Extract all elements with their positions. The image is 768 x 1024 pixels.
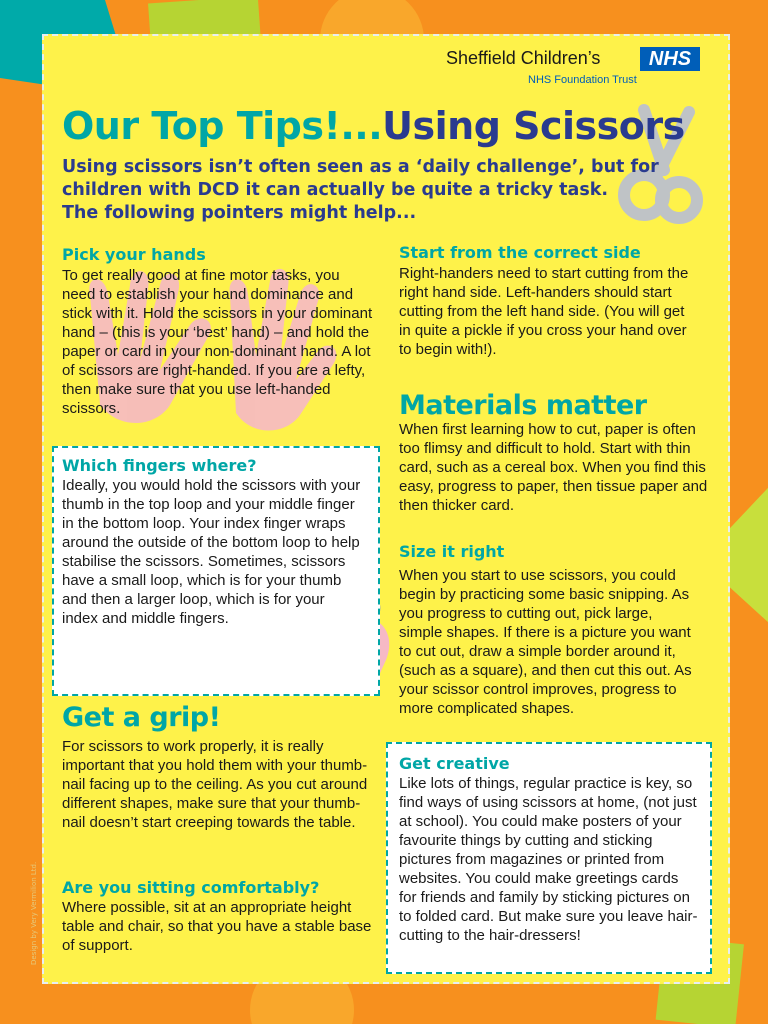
body-sitting: Where possible, sit at an appropriate height table and chair, so that you have a stable base of support.: [62, 899, 372, 954]
heading-pick-hands: Pick your hands: [62, 245, 206, 264]
heading-start: Start from the correct side: [399, 243, 641, 262]
body-size: When you start to use scissors, you could begin by practicing some basic snipping. As you progress to cutting out, pick large, simple shapes. If there is a picture you want to cut out, draw a simple border around it, (such as a square), and then cut this out. As your scissor control improves, progress to more complicated shapes.: [399, 567, 692, 717]
intro-line-3: The following pointers might help...: [62, 203, 417, 223]
heading-creative: Get creative: [399, 754, 510, 773]
heading-size: Size it right: [399, 542, 505, 561]
heading-fingers: Which fingers where?: [62, 456, 257, 475]
trust-name: NHS Foundation Trust: [528, 74, 637, 86]
title-part2: Using Scissors: [382, 104, 685, 148]
body-pick-hands: To get really good at fine motor tasks, you need to establish your hand dominance and stick with it. Hold the scissors in your dominant hand – (this is your ‘best’ hand) – and hold the paper or card in your non-dominant hand. A lot of scissors are right-handed. If you are a lefty, then make sure that you use left-handed scissors.: [62, 267, 373, 417]
page-title: [62, 104, 685, 148]
intro-line-2: children with DCD it can actually be quite a tricky task.: [62, 180, 609, 200]
intro-text: [62, 156, 702, 225]
body-grip: For scissors to work properly, it is really important that you hold them with your thumb-nail facing up to the ceiling. As you cut around different shapes, make sure that your thumb-nail doesn’t start creeping towards the table.: [62, 738, 368, 831]
body-materials: When first learning how to cut, paper is often too flimsy and difficult to hold. Start with thin card, such as a cereal box. When you find this easy, progress to paper, then tissue paper and then thicker card.: [399, 421, 708, 514]
title-part1: Our Top Tips!...: [62, 104, 383, 148]
heading-grip: Get a grip!: [62, 702, 221, 733]
intro-line-1: Using scissors isn’t often seen as a ‘daily challenge’, but for: [62, 157, 659, 177]
nhs-logo: NHS: [640, 47, 700, 71]
design-credit: Design by Very Vermilion Ltd.: [30, 861, 38, 965]
body-start: Right-handers need to start cutting from the right hand side. Left-handers should start cutting from the left hand side. (You will get in quite a pickle if you cross your hand over to begin with!).: [399, 265, 689, 358]
body-creative: Like lots of things, regular practice is key, so find ways of using scissors at home, (not just at school). You could make posters of your favourite things by cutting and sticking pictures from magazines or printed from websites. You could make greetings cards for friends and family by sticking pictures on to folded card. But make sure you leave hair-cutting to the hair-dressers!: [399, 775, 698, 944]
heading-sitting: Are you sitting comfortably?: [62, 878, 320, 897]
heading-materials: Materials matter: [399, 390, 647, 421]
body-fingers: Ideally, you would hold the scissors with your thumb in the top loop and your middle finger in the bottom loop. Your index finger wraps around the outside of the bottom loop to help stabilise the scissors. Sometimes, scissors have a small loop, which is for your thumb and then a larger loop, which is for your index and middle fingers.: [62, 477, 361, 627]
org-name: Sheffield Children’s: [446, 48, 601, 68]
